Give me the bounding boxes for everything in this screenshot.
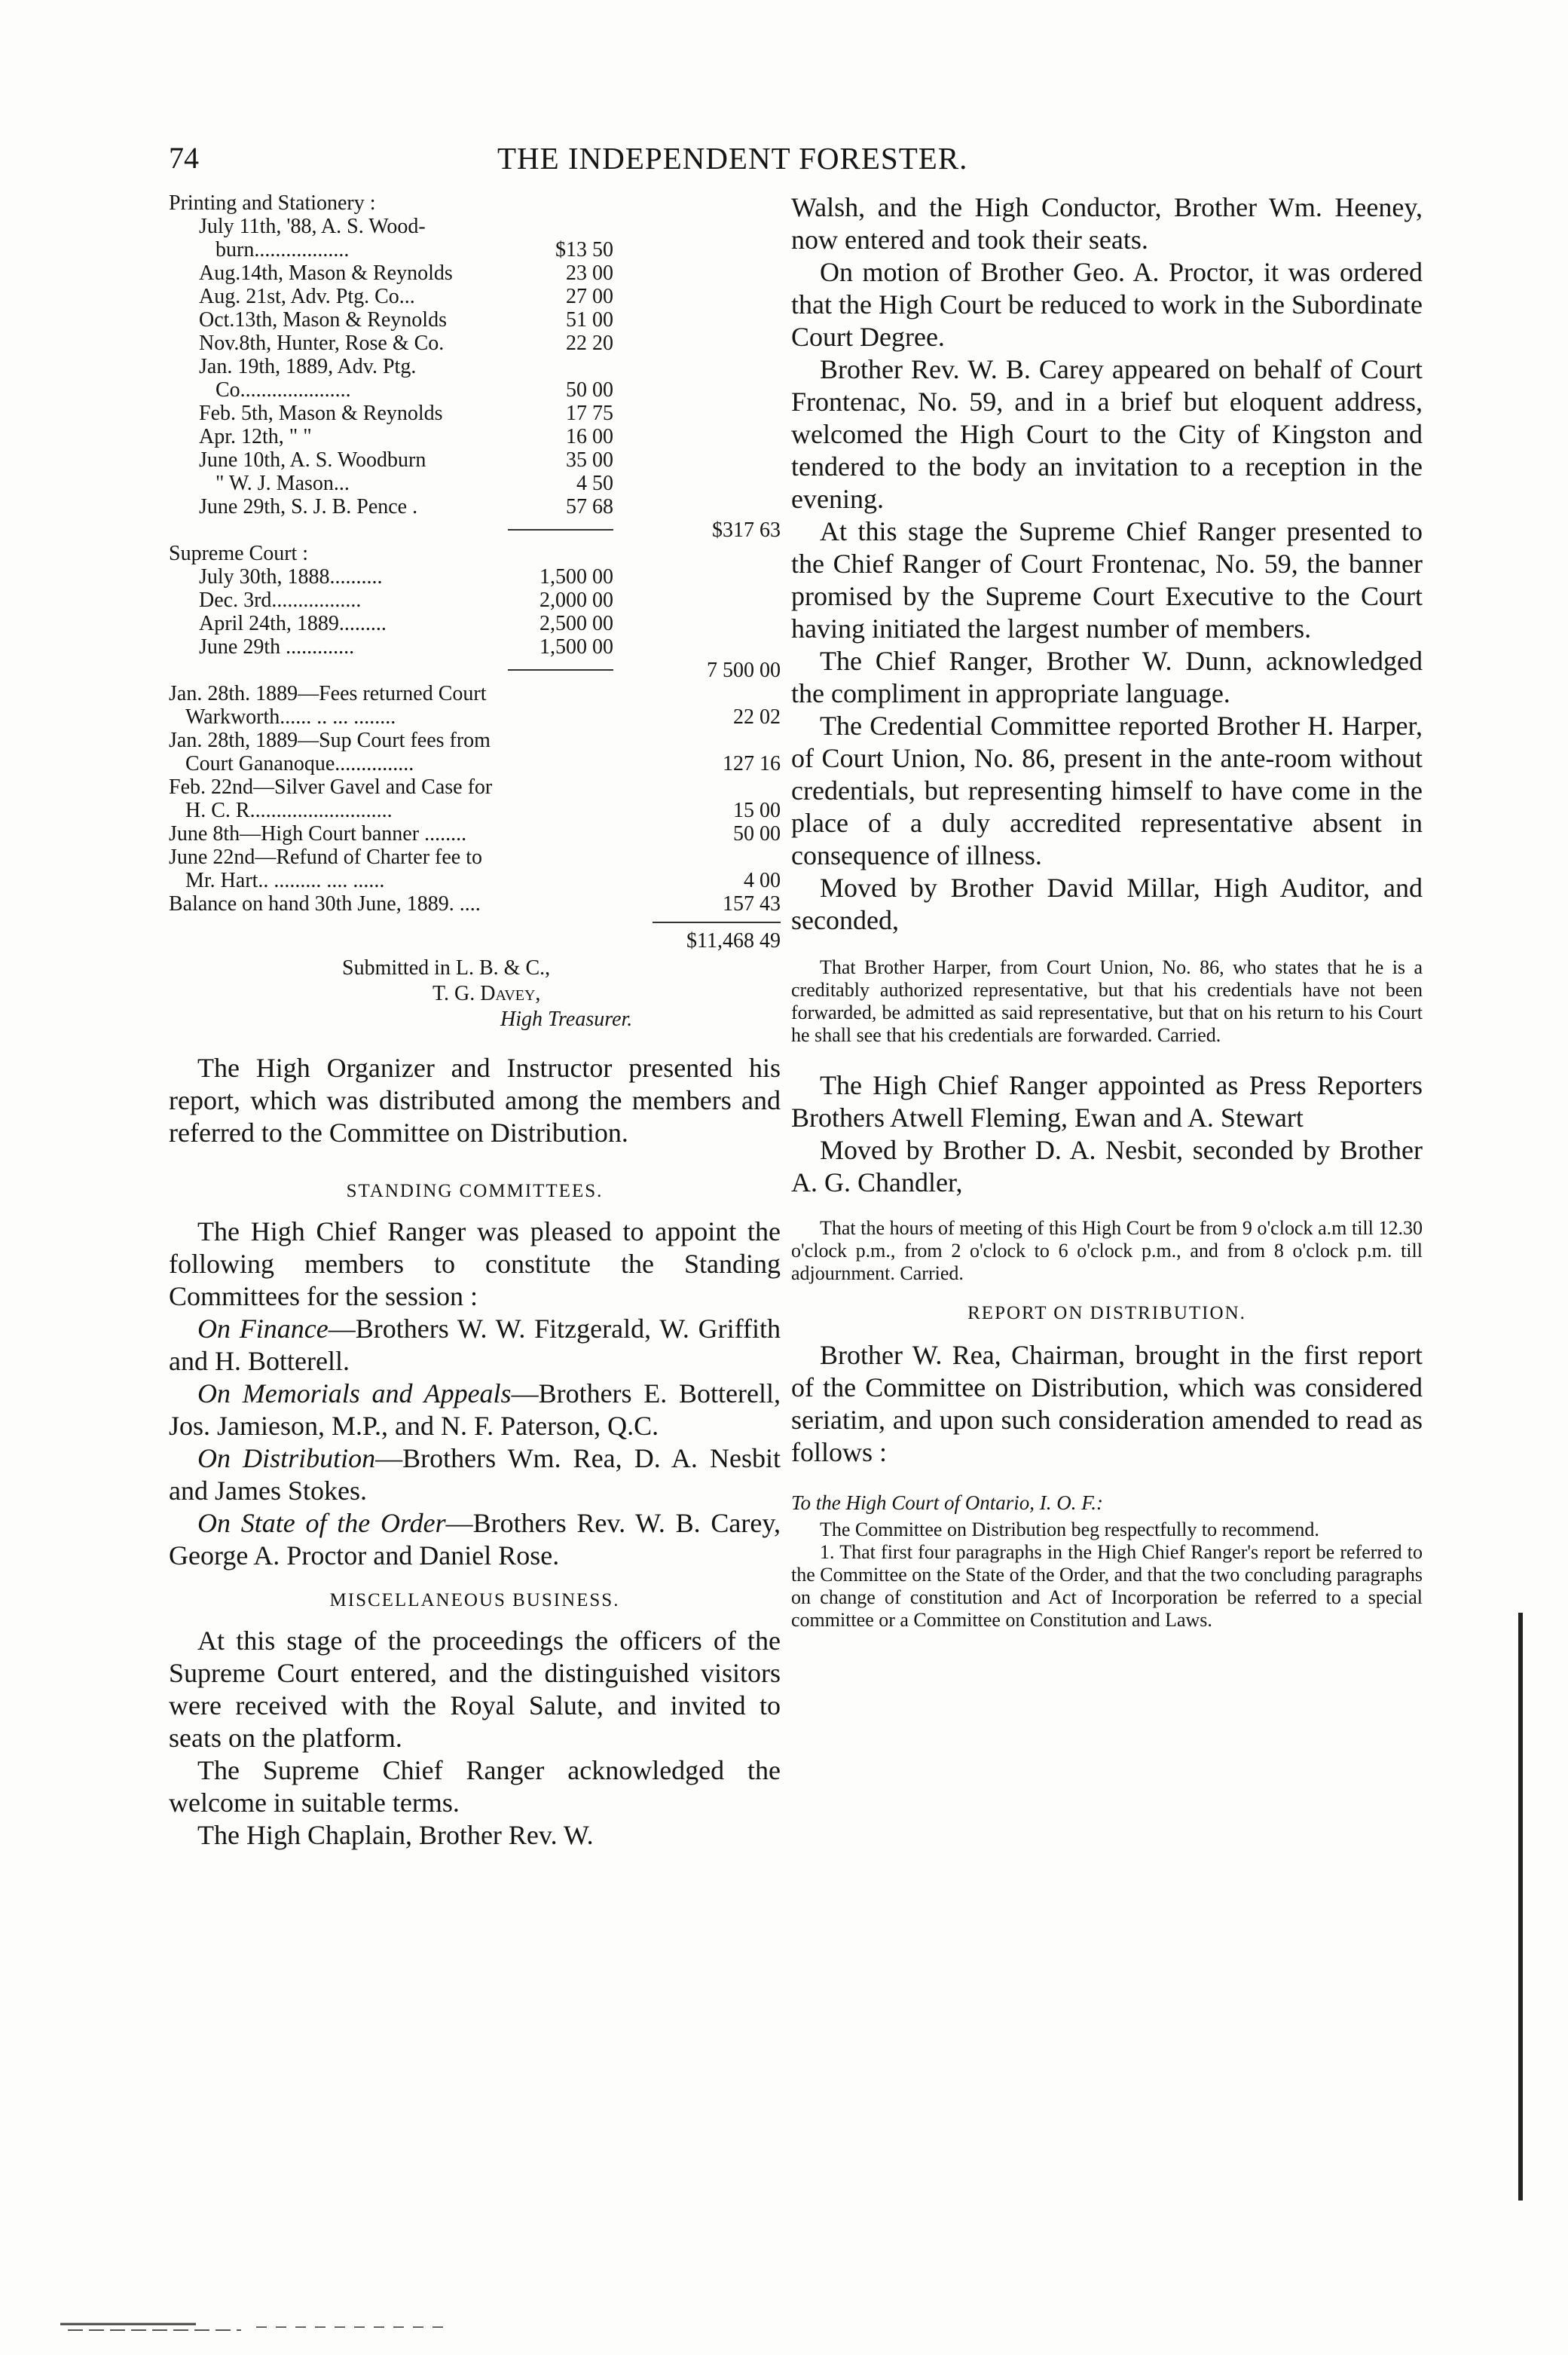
printing-item-label: Oct.13th, Mason & Reynolds [199, 308, 447, 332]
committee-members: —Brothers E. Botterell, Jos. Jamieson, M.P., and N. F. Paterson, Q.C. [169, 1378, 781, 1441]
right-paragraph-5: The Chief Ranger, Brother W. Dunn, acknowledged the compliment in appropriate language. [791, 646, 1423, 708]
printing-item-label: " W. J. Mason... [215, 472, 350, 495]
submitted-line: Submitted in L. B. & C., [342, 956, 551, 980]
printing-item-amount: 16 00 [566, 425, 613, 448]
supreme-item [169, 635, 781, 659]
printing-item-label: Jan. 19th, 1889, Adv. Ptg. [199, 355, 417, 378]
resolution-harper: That Brother Harper, from Court Union, No. 86, who states that he is a creditably authorized representative, but that his credentials have not been forwarded, be admitted as said representative, but that on his return to his Court he shall see that his credentials are forwarded. Carried. [791, 956, 1423, 1046]
printing-item-amount: 27 00 [566, 285, 613, 308]
printing-item [169, 332, 781, 355]
printing-heading: Printing and Stationery : [169, 191, 376, 215]
printing-item [169, 425, 781, 448]
grand-total-row [169, 929, 781, 953]
printing-item [169, 261, 781, 285]
misc-paragraph-1: At this stage of the proceedings the officers of the Supreme Court entered, and the distinguished visitors were received with the Royal Salute, and invited to seats on the platform. [169, 1626, 781, 1753]
misc-paragraph-3: The High Chaplain, Brother Rev. W. [197, 1820, 594, 1850]
grand-total: $11,468 49 [686, 929, 781, 953]
right-paragraph-2: On motion of Brother Geo. A. Proctor, it was ordered that the High Court be reduced to work in the Subordinate Court Degree. [791, 257, 1423, 352]
misc-item-label: H. C. R........................... [185, 799, 393, 822]
committee-name: On State of the Order [197, 1508, 446, 1538]
committee-entry [169, 1507, 781, 1572]
supreme-item-amount: 1,500 00 [539, 635, 613, 659]
misc-paragraph-2: The Supreme Chief Ranger acknowledged the welcome in suitable terms. [169, 1755, 781, 1818]
misc-item-label: June 22nd—Refund of Charter fee to [169, 846, 482, 869]
grand-total-rule-row [169, 916, 781, 929]
supreme-item-label: Dec. 3rd................. [199, 589, 362, 612]
supreme-item-amount: 2,000 00 [539, 589, 613, 612]
supreme-item [169, 565, 781, 589]
printing-item-label: July 11th, '88, A. S. Wood- [199, 215, 426, 238]
right-paragraph-7: Moved by Brother David Millar, High Auditor, and seconded, [791, 873, 1423, 935]
printing-item-amount: $13 50 [555, 238, 613, 261]
printing-item [169, 378, 781, 402]
supreme-item-label: July 30th, 1888.......... [199, 565, 383, 589]
printing-item [169, 495, 781, 518]
page-number: 74 [169, 141, 199, 175]
printing-total: $317 63 [712, 518, 781, 542]
running-title: THE INDEPENDENT FORESTER. [497, 141, 968, 176]
right-paragraph-4: At this stage the Supreme Chief Ranger presented to the Chief Ranger of Court Frontenac, No. 59, the banner promised by the Supreme Court Executive to the Court having initiated the largest number of members. [791, 516, 1423, 644]
committee-name: On Distribution [197, 1443, 376, 1473]
report-address: To the High Court of Ontario, I. O. F.: [791, 1491, 1104, 1514]
printing-item [169, 238, 781, 261]
right-paragraph-9: Moved by Brother D. A. Nesbit, seconded by Brother A. G. Chandler, [791, 1135, 1423, 1197]
standing-committees-paragraph: The High Chief Ranger was pleased to appoint the following members to constitute the Standing Committees for the session : [169, 1216, 781, 1311]
misc-item [169, 705, 781, 729]
supreme-total-row [169, 659, 781, 682]
supreme-item [169, 612, 781, 635]
report-intro: The Committee on Distribution beg respectfully to recommend. [820, 1519, 1319, 1540]
supreme-total: 7 500 00 [707, 659, 781, 682]
misc-item [169, 892, 781, 916]
printing-item-label: Aug. 21st, Adv. Ptg. Co... [199, 285, 415, 308]
printing-item [169, 285, 781, 308]
supreme-rows [169, 565, 781, 659]
right-paragraph-6: The Credential Committee reported Brother H. Harper, of Court Union, No. 86, present in the ante-room without credentials, but representing himself to have come in the place of a duly accredited representative absent in consequence of illness. [791, 711, 1423, 870]
misc-item-total: 127 16 [723, 752, 781, 775]
misc-item-total: 157 43 [723, 892, 781, 916]
misc-item-total: 4 00 [744, 869, 781, 892]
right-paragraph-8: The High Chief Ranger appointed as Press Reporters Brothers Atwell Fleming, Ewan and A. Stewart [791, 1070, 1423, 1133]
committee-entry [169, 1313, 781, 1378]
right-paragraph-1: Walsh, and the High Conductor, Brother Wm. Heeney, now entered and took their seats. [791, 192, 1423, 255]
printing-item-label: Feb. 5th, Mason & Reynolds [199, 402, 443, 425]
printing-rows [169, 215, 781, 518]
committee-entry [169, 1442, 781, 1507]
supreme-item [169, 589, 781, 612]
supreme-item-label: June 29th ............. [199, 635, 355, 659]
misc-item-total: 15 00 [733, 799, 781, 822]
treasurer-accounts [169, 191, 781, 953]
printing-total-row [169, 518, 781, 542]
printing-item-amount: 57 68 [566, 495, 613, 518]
misc-item [169, 799, 781, 822]
report-item-1: 1. That first four paragraphs in the High Chief Ranger's report be referred to the Committee on the State of the Order, and that the two concluding paragraphs on change of constitution and Act of Incorporation be referred to a special committee or a Committee on Constitution and Laws. [791, 1541, 1423, 1631]
misc-item-label: June 8th—High Court banner ........ [169, 822, 467, 846]
printing-item-amount: 17 75 [566, 402, 613, 425]
printing-total-rule [508, 529, 613, 531]
misc-item [169, 846, 781, 869]
misc-item-label: Jan. 28th, 1889—Sup Court fees from [169, 729, 491, 752]
supreme-total-rule [508, 669, 613, 671]
misc-item-label: Mr. Hart.. ......... .... ...... [185, 869, 385, 892]
misc-item-total: 22 02 [733, 705, 781, 729]
committee-entry [169, 1378, 781, 1442]
supreme-item-label: April 24th, 1889......... [199, 612, 387, 635]
printing-item [169, 215, 781, 238]
misc-item [169, 752, 781, 775]
page-edge-mark [1511, 1613, 1523, 2201]
printing-item-label: Apr. 12th, " " [199, 425, 312, 448]
printing-item-label: June 10th, A. S. Woodburn [199, 448, 426, 472]
supreme-heading: Supreme Court : [169, 542, 309, 565]
committee-members: —Brothers Wm. Rea, D. A. Nesbit and James Stokes. [169, 1443, 781, 1506]
right-paragraph-10: Brother W. Rea, Chairman, brought in the first report of the Committee on Distribution, which was considered seriatim, and upon such consideration amended to read as follows : [791, 1340, 1423, 1467]
misc-item-total: 50 00 [733, 822, 781, 846]
committee-name: On Memorials and Appeals [197, 1378, 512, 1408]
printing-item-amount: 22 20 [566, 332, 613, 355]
footer-smudge-marks [60, 2320, 467, 2335]
misc-item [169, 775, 781, 799]
misc-item [169, 822, 781, 846]
committee-name: On Finance [197, 1314, 329, 1344]
printing-item-label: burn.................. [215, 238, 350, 261]
right-column [791, 191, 1423, 1632]
organizer-report-paragraph: The High Organizer and Instructor presented his report, which was distributed among the members and referred to the Committee on Distribution. [169, 1053, 781, 1148]
misc-item-label: Court Gananoque............... [185, 752, 414, 775]
page-header [0, 140, 1568, 178]
left-column [169, 191, 781, 1852]
committee-members: —Brothers W. W. Fitzgerald, W. Griffith and H. Botterell. [169, 1314, 781, 1376]
misc-item-label: Jan. 28th. 1889—Fees returned Court [169, 682, 487, 705]
committee-list [169, 1313, 781, 1572]
printing-heading-row [169, 191, 781, 215]
printing-item [169, 402, 781, 425]
printing-item-label: Co..................... [215, 378, 351, 402]
printing-item [169, 472, 781, 495]
printing-item-label: June 29th, S. J. B. Pence . [199, 495, 418, 518]
misc-item [169, 869, 781, 892]
printing-item-amount: 4 50 [576, 472, 613, 495]
misc-item-label: Balance on hand 30th June, 1889. .... [169, 892, 481, 916]
printing-item [169, 355, 781, 378]
printing-item-amount: 35 00 [566, 448, 613, 472]
grand-total-rule [653, 922, 781, 923]
printing-item-amount: 23 00 [566, 261, 613, 285]
misc-business-heading: MISCELLANEOUS BUSINESS. [329, 1590, 620, 1610]
printing-item [169, 448, 781, 472]
misc-item [169, 729, 781, 752]
printing-item-amount: 50 00 [566, 378, 613, 402]
misc-rows [169, 682, 781, 916]
supreme-item-amount: 2,500 00 [539, 612, 613, 635]
printing-item-label: Nov.8th, Hunter, Rose & Co. [199, 332, 445, 355]
misc-item-label: Warkworth...... .. ... ........ [185, 705, 396, 729]
printing-item-label: Aug.14th, Mason & Reynolds [199, 261, 453, 285]
report-distribution-heading: REPORT ON DISTRIBUTION. [967, 1303, 1246, 1323]
signer-title: High Treasurer. [500, 1008, 633, 1031]
supreme-item-amount: 1,500 00 [539, 565, 613, 589]
standing-committees-heading: STANDING COMMITTEES. [346, 1181, 604, 1201]
resolution-hours: That the hours of meeting of this High Court be from 9 o'clock a.m till 12.30 o'clock p.m., from 2 o'clock to 6 o'clock p.m., and from 8 o'clock p.m. till adjournment. Carried. [791, 1217, 1423, 1284]
misc-item [169, 682, 781, 705]
printing-item [169, 308, 781, 332]
committee-members: —Brothers Rev. W. B. Carey, George A. Proctor and Daniel Rose. [169, 1508, 781, 1571]
treasurer-signoff [169, 953, 781, 1052]
signer-name: T. G. Davey, [432, 982, 541, 1005]
printing-item-amount: 51 00 [566, 308, 613, 332]
misc-item-label: Feb. 22nd—Silver Gavel and Case for [169, 775, 493, 799]
right-paragraph-3: Brother Rev. W. B. Carey appeared on behalf of Court Frontenac, No. 59, and in a brief but eloquent address, welcomed the High Court to the City of Kingston and tendered to the body an invitation to a reception in the evening. [791, 354, 1423, 514]
supreme-heading-row [169, 542, 781, 565]
